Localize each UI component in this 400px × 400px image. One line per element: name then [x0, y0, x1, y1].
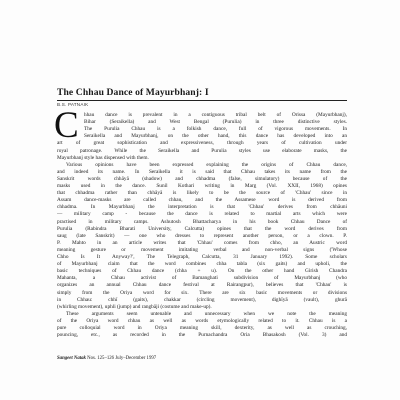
body-line: meaning gesture or movement imitating verbal and non-verbal signs ('Whose: [57, 246, 347, 253]
issue-info: Nos. 125–126 July–December 1997: [87, 356, 157, 361]
body-line: saug (late Sanskrit) — one who dresses to represent another person, or a clown. P.: [57, 232, 347, 239]
body-line: — military camp - because the dance is related to martial arts which were: [57, 211, 347, 218]
body-line: of Mayurbhanj claim that the word combines chha tabla (six gaits) and upholi, the: [57, 261, 347, 268]
body-line: These arguments seem untenable and unnecessary when we note the meaning: [66, 310, 347, 317]
title-rule: [57, 100, 347, 101]
body-line: chhadma. In Mayurbhanj the interpretation is that 'Chhau' derives from chhāuni: [57, 204, 347, 211]
body-line: that chhadma rather than chhāyā is likely to be the source of 'Chhau' since in: [57, 190, 347, 197]
journal-name: Sangeet Natak: [57, 356, 86, 361]
body-line: Purulia (Rabindra Bharati University, Calcutta) opines that the word derives from: [57, 225, 347, 232]
body-line: practised in military camps. Ashutosh Bhattacharya in his book Chhau Dance of: [57, 218, 347, 225]
body-line: basic techniques of Chhau dance (chha + u). On the other hand Girish Chandra: [57, 268, 347, 275]
body-line: royal patronage. While the Seraikella and Purulia styles use elaborate masks, the: [57, 147, 347, 154]
body-line: and indeed its name. In Seraikella it is said that Chhau takes its name from the: [57, 168, 347, 175]
body-line: Assam dance-masks are called chhau, and the Assamese word is derived from: [57, 197, 347, 204]
author-name: B.S. PATNAIK: [57, 102, 89, 107]
body-line: hhau dance is prevalent in a contiguous tribal belt of Orissa (Mayurbhanj),: [84, 112, 347, 118]
body-line: P. Mahto in an article writes that 'Chhau' comes from chho, an Austric word: [57, 239, 347, 246]
body-line: organizes an annual Chhau dance festival at Rairangpur), believes that 'Chhau' is: [57, 282, 347, 289]
body-line: simply from the Oriya word for six. There are six basic movements or divisions: [57, 289, 347, 296]
body-line: Sanskrit words chhāyā (shadow) and chhadma (false, simulatory) because of the: [57, 175, 347, 182]
body-line: masks used in the dance. Sunil Kothari writing in Marg (Vol. XXII, 1968) opines: [57, 183, 347, 189]
body-line: Mahanta, a Chhau activist of Bamanghati subdivision of Mayurbhanj (who: [57, 275, 347, 282]
body-line: Seraikella and Mayurbhanj, on the other hand, this dance has developed into an: [84, 133, 347, 140]
body-line: in Chhau: chhī (gaits), chakkar (circling movement), dighīyā (vault), ghurā: [57, 296, 347, 303]
body-line: The Purulia Chhau is a folkish dance, full of vigorous movements. In: [84, 126, 347, 133]
body-line: pure colloquial word in Oriya meaning skill, dexterity, as well as crouching,: [57, 325, 347, 331]
body-line: Various opinions have been expressed explaining the origins of Chhau dance,: [66, 161, 347, 168]
page-footer: [57, 356, 156, 361]
body-line: (whirling movement), uphli (jump) and rangbāji (costume and make-up).: [57, 303, 212, 310]
body-line: Chho Is It Anyway?', The Telegraph, Calcutta, 31 January 1992). Some scholars: [57, 254, 347, 260]
body-line: pouncing, etc., as recorded in the Purnachandra Oria Bhasakosh (Vol. 3) and: [57, 332, 347, 339]
body-line: Mayurbhanj style has dispensed with them.: [57, 154, 149, 161]
body-line: Bihar (Seraikella) and West Bengal (Purulia) in three distinctive styles.: [84, 119, 347, 126]
drop-cap: C: [54, 105, 79, 146]
body-line: art of great sophistication and expressiveness, through years of cultivation under: [57, 140, 347, 147]
body-line: of the Oriya word chhau as well as words etymologically related to it. Chhau is a: [57, 317, 347, 324]
article-title: The Chhau Dance of Mayurbhanj: I: [57, 87, 209, 98]
